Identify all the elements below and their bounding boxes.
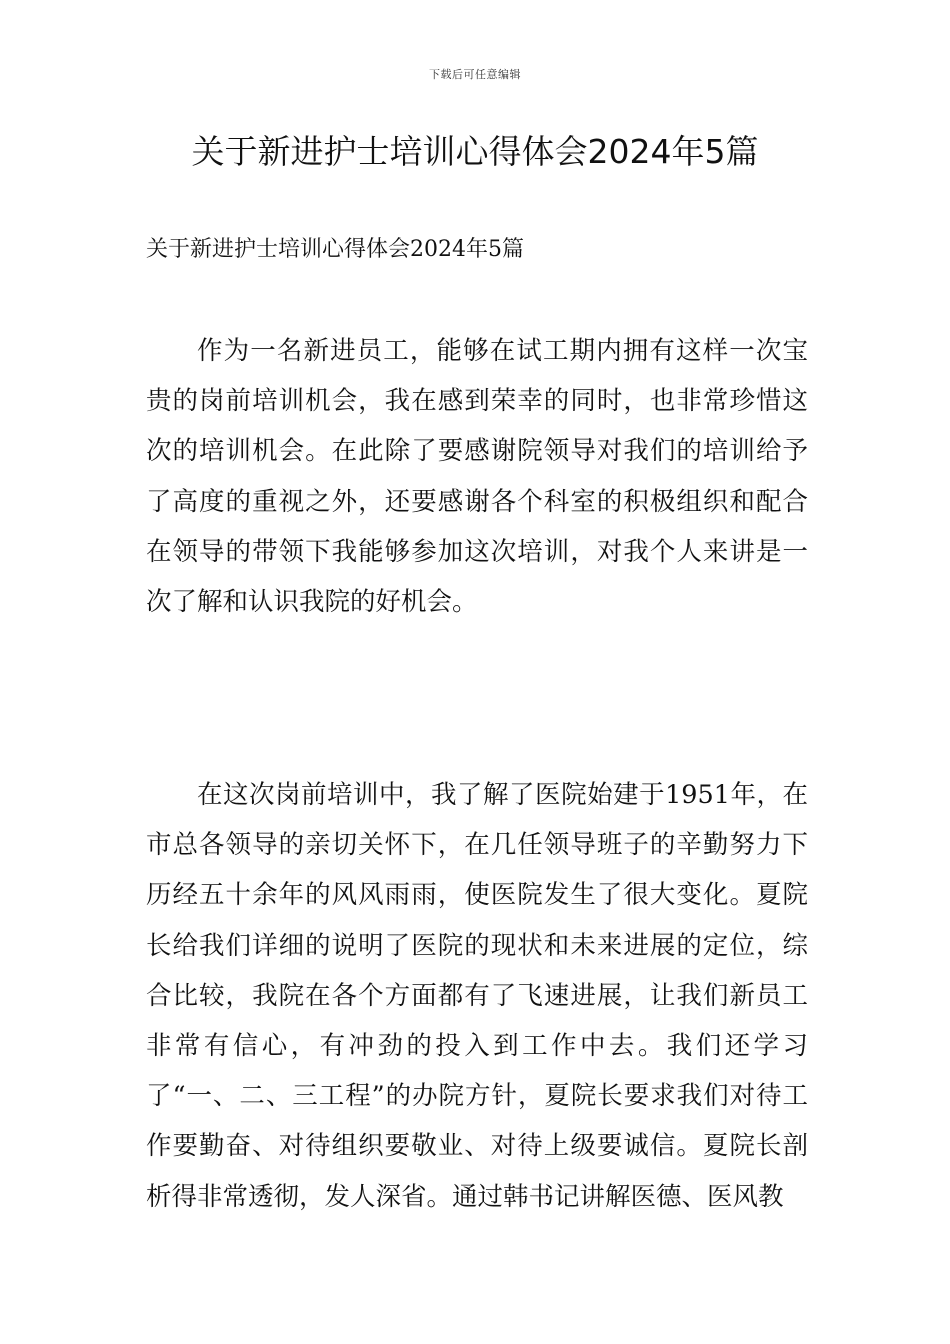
document-subtitle: 关于新进护士培训心得体会2024年5篇 xyxy=(146,237,524,262)
header-note: 下载后可任意编辑 xyxy=(429,68,521,81)
paragraph-2: 在这次岗前培训中，我了解了医院始建于1951年，在市总各领导的亲切关怀下，在几任领导班子的辛勤努力下历经五十余年的风风雨雨，使医院发生了很大变化。夏院长给我们详细的说明了医院的现状和未来进展的定位，综合比较，我院在各个方面都有了飞速进展，让我们新员工非常有信心，有冲劲的投入到工作中去。我们还学习了“一、二、三工程”的办院方针，夏院长要求我们对待工作要勤奋、对待组织要敬业、对待上级要诚信。夏院长剖析得非常透彻，发人深省。通过韩书记讲解医德、医风教 xyxy=(146,780,808,1212)
document-title: 关于新进护士培训心得体会2024年5篇 xyxy=(191,132,759,171)
paragraph-1: 作为一名新进员工，能够在试工期内拥有这样一次宝贵的岗前培训机会，我在感到荣幸的同时，也非常珍惜这次的培训机会。在此除了要感谢院领导对我们的培训给予了高度的重视之外，还要感谢各个科室的积极组织和配合在领导的带领下我能够参加这次培训，对我个人来讲是一次了解和认识我院的好机会。 xyxy=(146,336,808,618)
